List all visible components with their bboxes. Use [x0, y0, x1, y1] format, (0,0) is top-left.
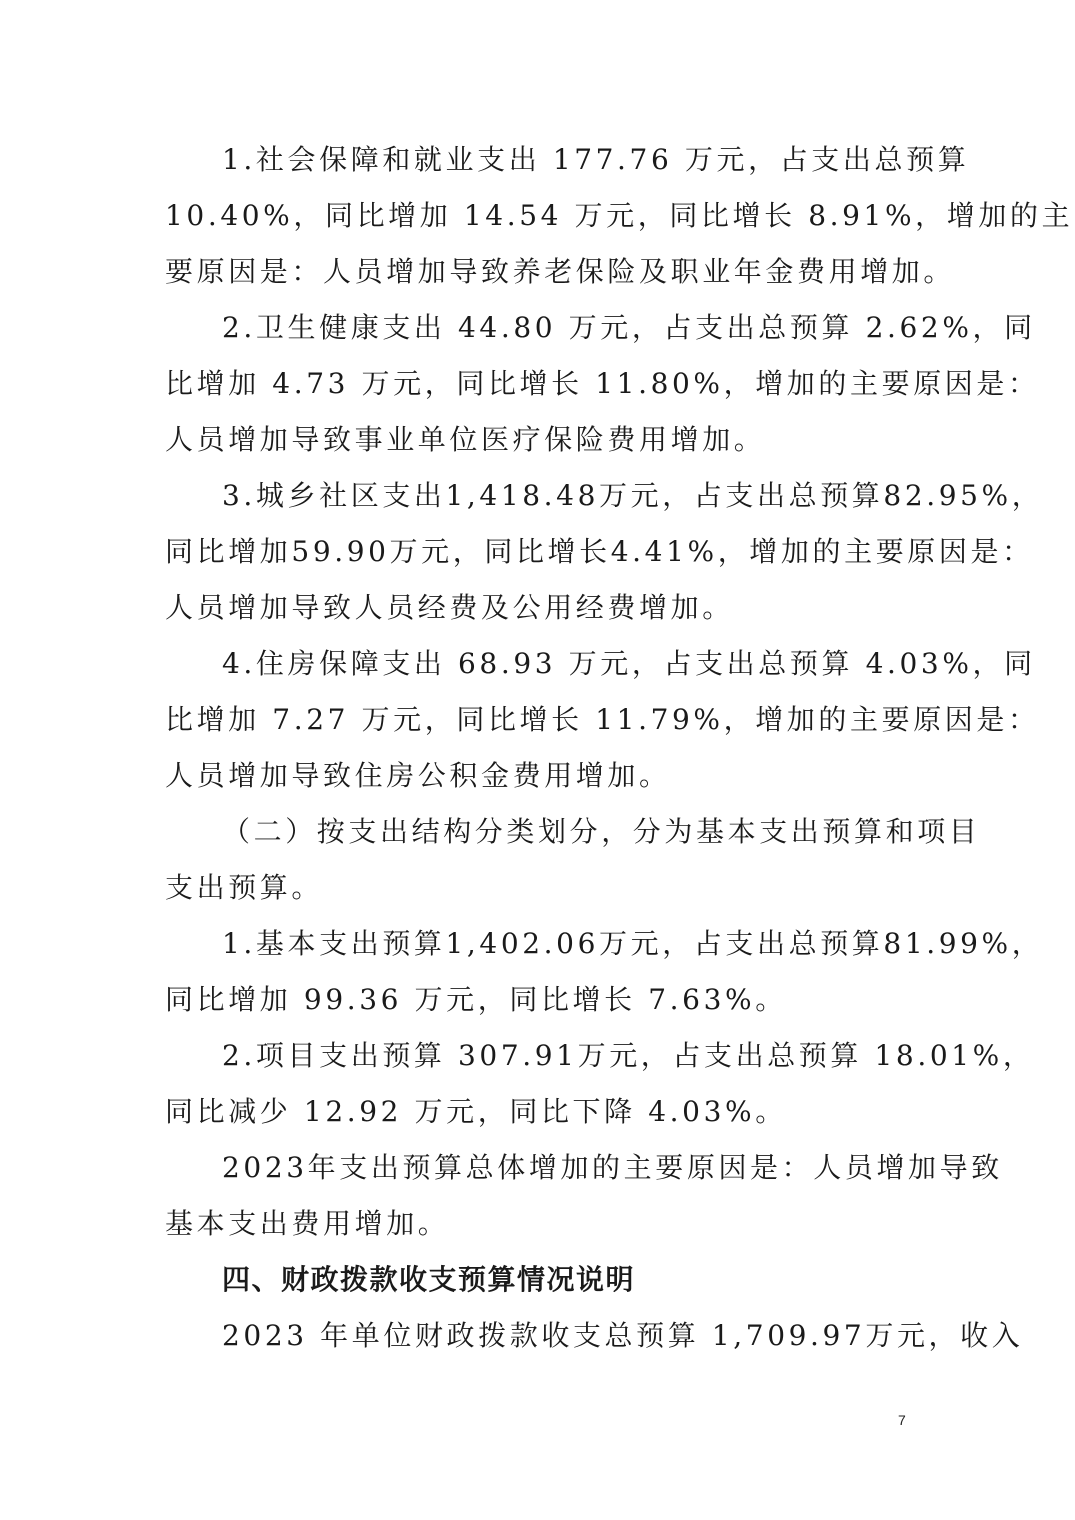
paragraph-line: 10.40%，同比增加 14.54 万元，同比增长 8.91%，增加的主 — [165, 199, 1074, 232]
paragraph-line: 人员增加导致事业单位医疗保险费用增加。 — [165, 423, 766, 456]
paragraph-line: 2023 年单位财政拨款收支总预算 1,709.97万元，收入 — [222, 1319, 1024, 1352]
page-number: 7 — [898, 1412, 906, 1428]
paragraph-line: 2.卫生健康支出 44.80 万元，占支出总预算 2.62%，同 — [222, 311, 1036, 344]
paragraph-line: 3.城乡社区支出1,418.48万元，占支出总预算82.95%， — [222, 479, 1044, 512]
paragraph-line: 同比增加 99.36 万元，同比增长 7.63%。 — [165, 983, 787, 1016]
paragraph-line: 比增加 7.27 万元，同比增长 11.79%，增加的主要原因是： — [165, 703, 1040, 736]
paragraph-line: 2023年支出预算总体增加的主要原因是：人员增加导致 — [222, 1151, 1003, 1184]
paragraph-line: 人员增加导致住房公积金费用增加。 — [165, 759, 671, 792]
paragraph-line: 支出预算。 — [165, 871, 324, 904]
section-heading: 四、财政拨款收支预算情况说明 — [222, 1263, 636, 1296]
paragraph-line: 4.住房保障支出 68.93 万元，占支出总预算 4.03%，同 — [222, 647, 1036, 680]
paragraph-line: 2.项目支出预算 307.91万元，占支出总预算 18.01%， — [222, 1039, 1035, 1072]
paragraph-line: 要原因是：人员增加导致养老保险及职业年金费用增加。 — [165, 255, 956, 288]
paragraph-line: 比增加 4.73 万元，同比增长 11.80%，增加的主要原因是： — [165, 367, 1040, 400]
paragraph-line: 基本支出费用增加。 — [165, 1207, 450, 1240]
paragraph-line: 1.基本支出预算1,402.06万元，占支出总预算81.99%， — [222, 927, 1044, 960]
paragraph-line: 1.社会保障和就业支出 177.76 万元，占支出总预算 — [222, 143, 970, 176]
paragraph-line: 同比增加59.90万元，同比增长4.41%，增加的主要原因是： — [165, 535, 1034, 568]
paragraph-line: 同比减少 12.92 万元，同比下降 4.03%。 — [165, 1095, 787, 1128]
paragraph-line: 人员增加导致人员经费及公用经费增加。 — [165, 591, 734, 624]
section-subheading-line: （二）按支出结构分类划分，分为基本支出预算和项目 — [222, 815, 981, 848]
